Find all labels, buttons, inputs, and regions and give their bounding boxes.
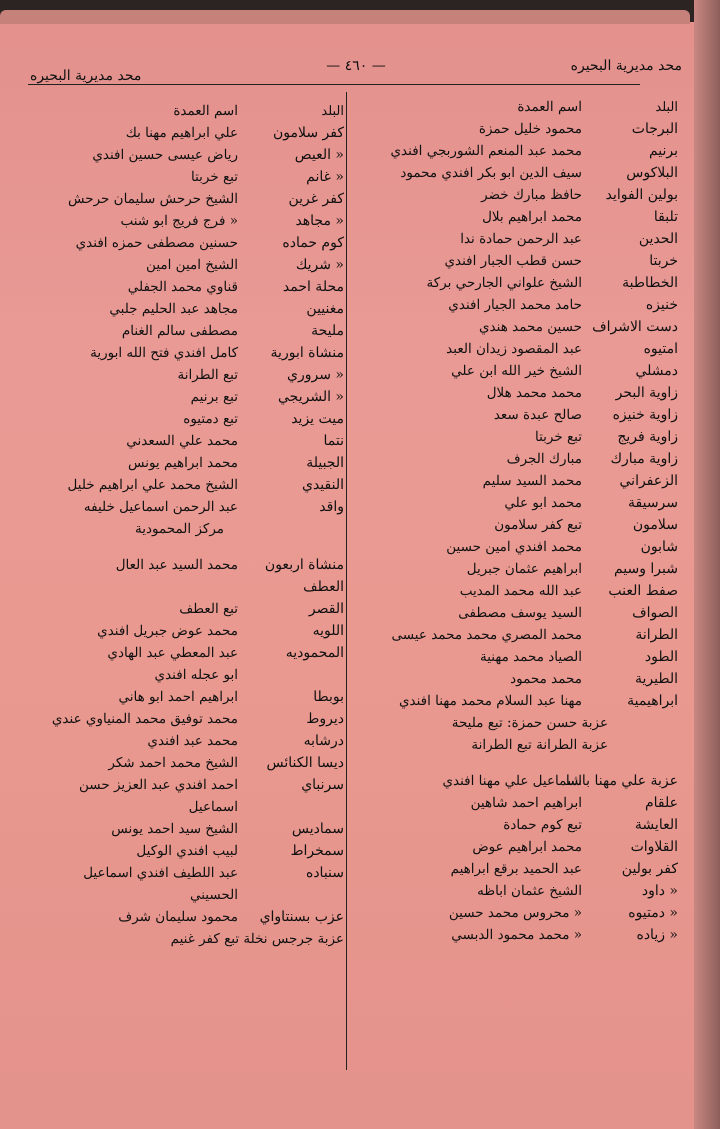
omda-name: ابراهيم احمد شاهين [470,795,582,811]
omda-name: تبع خربتا [190,169,238,185]
running-title-left: ﻣﺤﺪ ﻣﺪﻳﺮﻳﺔ اﻟﺒﺤﻴﺮه [30,68,142,84]
omda-name: الشيخ محمد احمد شكر [108,755,238,771]
omda-name: تبع كفر سلامون [494,517,582,533]
village-name: البرجات [631,121,678,137]
table-row [378,624,678,646]
village-name: « مجاهد [295,213,344,229]
village-name: ميت يزيد [291,411,344,427]
table-row [378,250,678,272]
omda-name: الشيخ خير الله ابن علي [451,363,582,379]
village-name: سرنباي [301,777,344,793]
village-name: « العيص [294,147,344,163]
omda-name: صالح عبدة سعد [493,407,582,423]
omda-name: « محروس محمد حسين [448,905,582,921]
header-rule [28,84,640,85]
village-name: سلامون [632,517,678,533]
omda-name: محمد السيد عبد العال [115,557,238,573]
village-name: البلاكوس [626,165,678,181]
omda-name: محمد المصري محمد محمد عيسى [391,627,582,643]
omda-name: محمد ابراهيم يونس [127,455,238,471]
omda-name: احمد افندي عبد العزيز حسن [79,777,238,793]
village-name: الحدين [638,231,678,247]
village-name: شبرا وسيم [613,561,678,577]
table-row [22,686,344,708]
table-row [378,448,678,470]
omda-name: محمد توفيق محمد المنياوي عندي [51,711,238,727]
table-row [378,880,678,902]
table-row [22,730,344,752]
table-row [378,206,678,228]
note-line: عزبة الطرانة تبع الطرانة [471,737,608,753]
table-row [22,452,344,474]
left-column [22,100,344,950]
omda-name: محمود خليل حمزة [478,121,582,137]
omda-header: اسم العمدة [173,103,238,119]
table-row [22,210,344,232]
village-name: درشابه [303,733,344,749]
village-name: كفر غرين [288,191,344,207]
omda-name: الشيخ سيد احمد يونس [111,821,238,837]
village-name: سماديس [291,821,344,837]
omda-name: محمد ابراهيم عوض [472,839,582,855]
village-name: عزبة علي مهنا باشا [565,773,678,789]
table-row [22,818,344,840]
table-row [22,320,344,342]
column-header-row [22,100,344,122]
table-row [378,360,678,382]
omda-name: كامل افندي فتح الله ابورية [90,345,238,361]
village-name: « الشريجي [278,389,344,405]
omda-name: عبد المقصود زيدان العبد [446,341,582,357]
omda-name: عبد اللطيف افندي اسماعيل [83,865,238,881]
village-name: سنباده [305,865,344,881]
village-name: كفر بولين [621,861,678,877]
table-row [378,668,678,690]
omda-name: الحسيني [189,887,238,903]
table-row [22,708,344,730]
village-name: زاوية خنيزه [612,407,678,423]
table-row [22,430,344,452]
village-name: منشاة اربعون [264,557,344,573]
table-row [378,382,678,404]
table-row [22,752,344,774]
table-row [22,364,344,386]
village-name: النقيدي [302,477,344,493]
table-row [378,536,678,558]
table-row [378,646,678,668]
table-row [378,162,678,184]
omda-name: الصياد محمد مهنية [479,649,582,665]
village-name: كفر سلامون [272,125,344,141]
omda-name: ابو عجله افندي [154,667,238,683]
table-row [22,496,344,518]
page-number: — ٤٦٠ — [326,58,386,74]
table-row [22,276,344,298]
table-row [22,474,344,496]
village-name: بولين الفوايد [605,187,678,203]
table-row [22,408,344,430]
omda-name: الشيخ محمد علي ابراهيم خليل [67,477,238,493]
village-name: دمشلي [635,363,678,379]
omda-name: الشيخ علواني الجارحي بركة [426,275,582,291]
village-name: الطرانة [635,627,678,643]
left-rows-2 [22,554,344,928]
omda-header: اسم العمدة [517,99,582,115]
table-row [22,796,344,818]
omda-name: حسين محمد هندي [478,319,582,335]
column-divider [346,92,347,1070]
village-name: ديروط [306,711,344,727]
table-row [378,690,678,712]
table-row [378,902,678,924]
village-name: سمخراط [290,843,344,859]
village-name: العايشة [634,817,678,833]
table-row [378,118,678,140]
right-notes [378,712,678,756]
village-name: الخطاطبة [622,275,678,291]
omda-name: الشيخ امين امين [146,257,238,273]
omda-name: مبارك الجرف [506,451,582,467]
right-rows [378,118,678,712]
omda-name: اسماعيل علي مهنا افندي [442,773,582,789]
village-name: تلبقا [653,209,678,225]
table-row [378,228,678,250]
village-name: زاوية مبارك [610,451,678,467]
table-row [378,338,678,360]
omda-name: « محمد محمود الدبسي [451,927,582,943]
table-row [378,404,678,426]
omda-name: مجاهد عبد الحليم جلبي [109,301,238,317]
village-name: القلاوات [630,839,678,855]
omda-name: محمد محمود [510,671,582,687]
table-row [378,514,678,536]
omda-name: اسماعيل [188,799,238,815]
village-name: ديسا الكنائس [266,755,344,771]
running-title-right: ﻣﺤﺪ ﻣﺪﻳﺮﻳﺔ اﻟﺒﺤﻴﺮه [570,58,682,74]
table-row [378,814,678,836]
table-row [22,620,344,642]
village-name: عزب بسنتاواي [259,909,344,925]
table-row [22,254,344,276]
omda-name: تبع دمتيوه [183,411,238,427]
table-row [378,602,678,624]
omda-name: لبيب افندي الوكيل [136,843,238,859]
village-name: الطيرية [635,671,678,687]
village-name: الزعفراني [619,473,678,489]
table-row [22,884,344,906]
village-name: زاوية البحر [615,385,678,401]
omda-name: الشيخ حرحش سليمان حرحش [68,191,238,207]
village-name: « داود [641,883,678,899]
omda-name: محمد افندي امين حسين [446,539,582,555]
village-name: الجبيلة [306,455,344,471]
table-row [378,294,678,316]
village-name: العطف [303,579,344,595]
omda-name: حسنين مصطفى حمزه افندي [75,235,238,251]
table-row [378,580,678,602]
note-line: عزبة حسن حمزة: تبع مليحة [451,715,608,731]
table-row [22,664,344,686]
omda-name: عبد الله محمد المديب [459,583,582,599]
table-row [22,122,344,144]
village-name: واقد [319,499,344,515]
table-row [22,840,344,862]
section-title: مركز المحمودية [134,521,224,537]
omda-name: مهنا عبد السلام محمد مهنا افندي [398,693,582,709]
table-row [378,272,678,294]
page-top-edge [0,0,720,22]
table-row [378,836,678,858]
right-rows-2 [378,770,678,946]
left-rows [22,122,344,518]
village-name: دست الاشراف [592,319,678,335]
village-name: « سروري [287,367,344,383]
village-name: خربتا [649,253,678,269]
village-name: منشاة ابورية [270,345,344,361]
village-name: الصواف [632,605,678,621]
village-name: علقام [644,795,678,811]
column-header-row [378,96,678,118]
omda-name: محمد علي السعدني [126,433,238,449]
omda-name: محمد محمد هلال [486,385,582,401]
table-row [22,342,344,364]
omda-name: الشيخ عثمان اباظه [477,883,582,899]
omda-name: ابراهيم احمد ابو هاني [118,689,238,705]
table-row [378,470,678,492]
table-row [378,492,678,514]
omda-name: رياض عيسى حسين افندي [92,147,238,163]
omda-name: ابراهيم عثمان جبريل [466,561,582,577]
village-name: خنيزه [645,297,678,313]
village-name: نتما [323,433,344,449]
omda-name: تبع العطف [179,601,238,617]
table-row [378,770,678,792]
village-name: المحموديه [285,645,344,661]
omda-name: محمد ابو علي [504,495,582,511]
omda-name: تبع كوم حمادة [503,817,582,833]
book-spine [694,0,720,1129]
village-header: البلد [655,99,678,115]
village-name: القصر [308,601,344,617]
village-name: بوبطا [313,689,344,705]
table-row [22,906,344,928]
table-row [22,576,344,598]
village-name: اللويه [312,623,344,639]
omda-name: تبع الطرانة [177,367,238,383]
omda-name: « فرج فريج ابو شنب [120,213,238,229]
village-name: « دمتيوه [628,905,678,921]
village-name: محلة احمد [282,279,344,295]
omda-name: عبد الرحمن اسماعيل خليفه [83,499,238,515]
footer-line: عزبة جرجس نخلة تبع كفر غنيم [170,931,344,947]
table-row [22,298,344,320]
right-column [378,96,678,946]
table-row [22,188,344,210]
table-row [378,316,678,338]
omda-name: عبد الرحمن حمادة ندا [460,231,582,247]
omda-name: السيد يوسف مصطفى [458,605,582,621]
omda-name: علي ابراهيم مهنا بك [125,125,238,141]
omda-name: محمد عوض جبريل افندي [97,623,238,639]
village-name: « زياده [636,927,678,943]
omda-name: حامد محمد الجيار افندي [448,297,582,313]
village-name: كوم حماده [282,235,344,251]
table-row [22,386,344,408]
village-header: البلد [321,103,344,119]
omda-name: محمد السيد سليم [482,473,582,489]
village-name: مغنيين [306,301,344,317]
omda-name: محمد ابراهيم بلال [482,209,582,225]
village-name: امتيوه [643,341,678,357]
omda-name: سيف الدين ابو بكر افندي محمود [400,165,582,181]
village-name: زاوية فريج [617,429,678,445]
table-row [22,232,344,254]
village-name: مليحة [311,323,344,339]
omda-name: مصطفى سالم الغنام [121,323,238,339]
table-row [378,558,678,580]
table-row [378,184,678,206]
table-row [378,858,678,880]
village-name: برنيم [648,143,678,159]
table-row [22,166,344,188]
table-row [22,862,344,884]
village-name: « شريك [295,257,344,273]
table-row [378,792,678,814]
omda-name: تبع خربتا [534,429,582,445]
village-name: الطود [644,649,678,665]
omda-name: محمد عبد افندي [147,733,238,749]
omda-name: حافظ مبارك خضر [481,187,582,203]
omda-name: محمود سليمان شرف [118,909,238,925]
omda-name: عبد الحميد برقع ابراهيم [450,861,582,877]
table-row [378,426,678,448]
village-name: « غانم [306,169,344,185]
table-row [22,642,344,664]
village-name: صفط العنب [608,583,678,599]
omda-name: تبع برنيم [190,389,238,405]
village-name: شابون [640,539,678,555]
omda-name: محمد عبد المنعم الشوربجي افندي [390,143,582,159]
table-row [378,140,678,162]
table-row [22,774,344,796]
omda-name: قناوي محمد الجفلي [127,279,238,295]
table-row [378,924,678,946]
village-name: سرسيقة [628,495,678,511]
table-row [22,144,344,166]
omda-name: عبد المعطي عبد الهادي [107,645,238,661]
table-row [22,554,344,576]
table-row [22,598,344,620]
village-name: ابراهيمية [627,693,678,709]
omda-name: حسن قطب الجبار افندي [444,253,582,269]
